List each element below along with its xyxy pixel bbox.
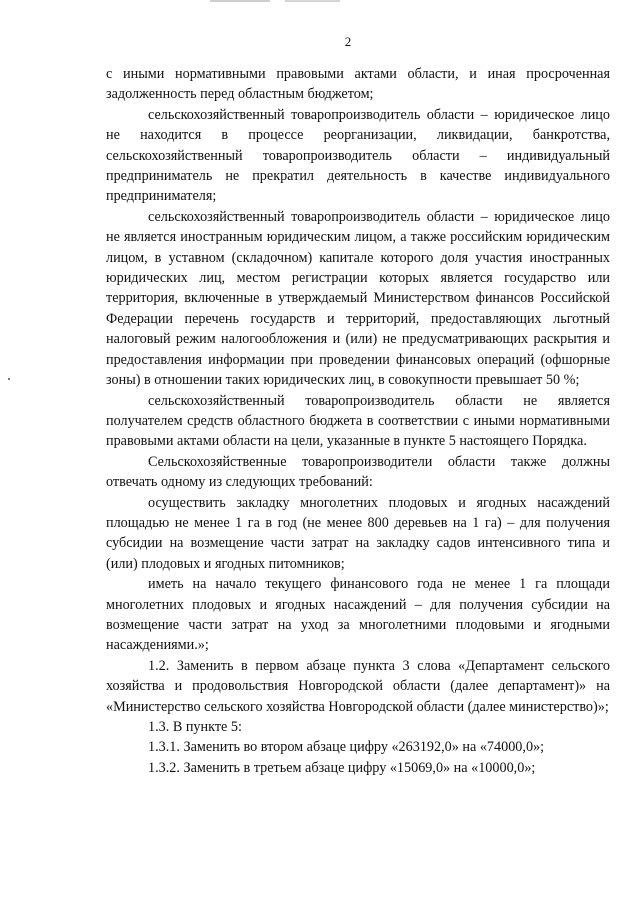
paragraph: осуществить закладку многолетних плодовых и ягодных насаждений площадью не менее 1 га в год (не менее 800 деревьев на 1 га) – для получения субсидии на возмещение части затрат на закладку садов интенсивного типа и (или) плодовых и ягодных питомников; bbox=[106, 494, 610, 572]
paragraph: 1.3. В пункте 5: bbox=[148, 719, 242, 735]
paragraph: сельскохозяйственный товаропроизводитель области не является получателем средств областного бюджета в соответствии с иными нормативными правовыми актами области на цели, указанные в пункте 5 настоящего Порядка. bbox=[106, 392, 610, 450]
page-number: 2 bbox=[344, 34, 352, 49]
paragraph: 1.3.2. Заменить в третьем абзаце цифру «15069,0» на «10000,0»; bbox=[148, 759, 536, 776]
scan-artifact bbox=[285, 0, 340, 2]
paragraph: иметь на начало текущего финансового года не менее 1 га площади многолетних плодовых и ягодных насаждений – для получения субсидии на возмещение части затрат на уход за многолетними плодовыми и ягодными насаждениями.»; bbox=[106, 576, 610, 654]
scan-artifact bbox=[8, 378, 10, 380]
paragraph: Сельскохозяйственные товаропроизводители области также должны отвечать одному из следующих требований: bbox=[106, 453, 610, 491]
paragraph: сельскохозяйственный товаропроизводитель области – юридическое лицо не находится в процессе реорганизации, ликвидации, банкротства, сельскохозяйственный товаропроизводитель области – индивидуальный предприниматель не прекратил деятельность в качестве индивидуального предпринимателя; bbox=[106, 106, 610, 205]
paragraph: 1.2. Заменить в первом абзаце пункта 3 слова «Департамент сельского хозяйства и продовольствия Новгородской области (далее департамент)» на «Министерство сельского хозяйства Новгородской области (далее министерство)»; bbox=[106, 657, 610, 715]
paragraph: сельскохозяйственный товаропроизводитель области – юридическое лицо не является иностранным юридическим лицом, а также российским юридическим лицом, в уставном (складочном) капитале которого доля участия иностранных юридических лиц, местом регистрации которых является государство или территория, включенные в утверждаемый Министерством финансов Российской Федерации перечень государств и территорий, предоставляющих льготный налоговый режим налогообложения и (или) не предусматривающих раскрытия и предоставления информации при проведении финансовых операций (офшорные зоны) в отношении таких юридических лиц, в совокупности превышает 50 %; bbox=[106, 208, 610, 389]
document-body bbox=[106, 64, 610, 778]
paragraph: с иными нормативными правовыми актами области, и иная просроченная задолженность перед областным бюджетом; bbox=[106, 66, 610, 103]
scan-artifact bbox=[210, 0, 270, 2]
paragraph: 1.3.1. Заменить во втором абзаце цифру «263192,0» на «74000,0»; bbox=[148, 739, 545, 756]
